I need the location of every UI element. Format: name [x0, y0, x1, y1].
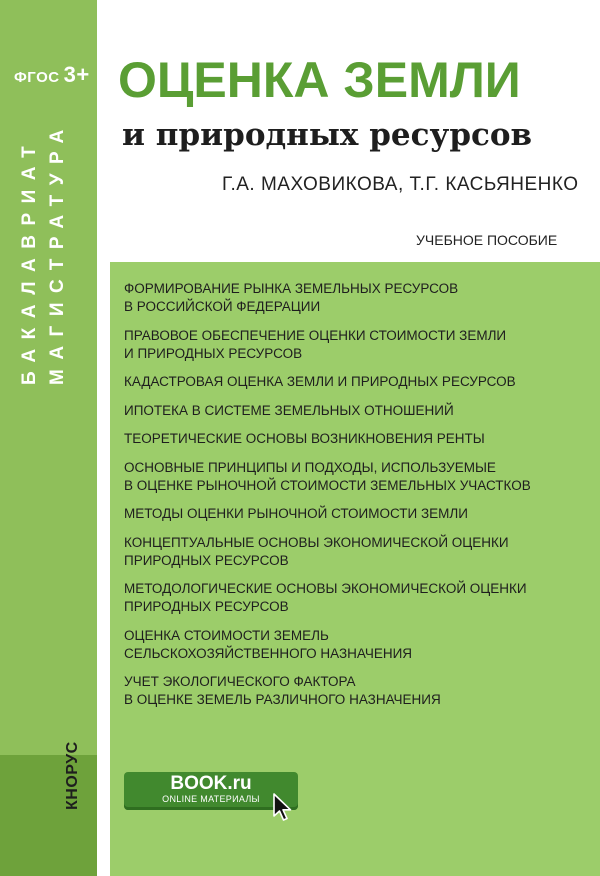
contents-item-line: ОСНОВНЫЕ ПРИНЦИПЫ И ПОДХОДЫ, ИСПОЛЬЗУЕМЫЕ	[124, 459, 496, 475]
contents-item-line: ПРИРОДНЫХ РЕСУРСОВ	[124, 552, 289, 568]
book-doc-type: УЧЕБНОЕ ПОСОБИЕ	[416, 232, 558, 248]
contents-item	[124, 430, 594, 448]
bookru-caption: ONLINE МАТЕРИАЛЫ	[162, 794, 260, 804]
contents-item	[124, 373, 594, 391]
contents-item-line: ПРИРОДНЫХ РЕСУРСОВ	[124, 599, 289, 614]
contents-item	[124, 459, 594, 495]
series-line-bachelor: БАКАЛАВРИАТ	[19, 136, 40, 385]
contents-item	[124, 402, 594, 420]
bookru-brand: BOOK.ru	[170, 773, 252, 794]
contents-item	[124, 627, 594, 663]
contents-item	[124, 280, 594, 316]
contents-list	[124, 280, 594, 720]
contents-item	[124, 673, 594, 709]
contents-item-line: ТЕОРЕТИЧЕСКИЕ ОСНОВЫ ВОЗНИКНОВЕНИЯ РЕНТЫ	[124, 431, 485, 446]
book-authors: Г.А. МАХОВИКОВА, Т.Г. КАСЬЯНЕНКО	[222, 174, 579, 195]
series-line-master: МАГИСТРАТУРА	[47, 120, 68, 385]
contents-item-line: В ОЦЕНКЕ РЫНОЧНОЙ СТОИМОСТИ ЗЕМЕЛЬНЫХ УЧАСТКОВ	[124, 477, 531, 493]
book-title-main: ОЦЕНКА ЗЕМЛИ	[118, 52, 521, 108]
left-strip-lower-band	[0, 755, 97, 876]
contents-item	[124, 327, 594, 363]
mouse-pointer-icon	[272, 793, 294, 823]
series-label	[16, 85, 80, 385]
contents-item	[124, 534, 594, 570]
book-title-subtitle: и природных ресурсов	[122, 117, 533, 153]
fgos-label: ФГОС	[14, 69, 60, 86]
contents-item-line: КОНЦЕПТУАЛЬНЫЕ ОСНОВЫ ЭКОНОМИЧЕСКОЙ ОЦЕНКИ	[124, 534, 509, 550]
contents-item-line: ПРАВОВОЕ ОБЕСПЕЧЕНИЕ ОЦЕНКИ СТОИМОСТИ ЗЕМЛИ	[124, 327, 507, 343]
contents-item-line: МЕТОДОЛОГИЧЕСКИЕ ОСНОВЫ ЭКОНОМИЧЕСКОЙ ОЦЕНКИ	[124, 581, 527, 596]
fgos-version: 3+	[63, 62, 90, 87]
contents-item-line: КАДАСТРОВАЯ ОЦЕНКА ЗЕМЛИ И ПРИРОДНЫХ РЕСУРСОВ	[124, 374, 516, 389]
contents-item-line: ФОРМИРОВАНИЕ РЫНКА ЗЕМЕЛЬНЫХ РЕСУРСОВ	[124, 281, 459, 296]
contents-item-line: И ПРИРОДНЫХ РЕСУРСОВ	[124, 345, 303, 361]
contents-item-line: СЕЛЬСКОХОЗЯЙСТВЕННОГО НАЗНАЧЕНИЯ	[124, 645, 413, 661]
contents-item	[124, 580, 594, 616]
contents-item-line: В ОЦЕНКЕ ЗЕМЕЛЬ РАЗЛИЧНОГО НАЗНАЧЕНИЯ	[124, 692, 441, 707]
contents-item-line: ИПОТЕКА В СИСТЕМЕ ЗЕМЕЛЬНЫХ ОТНОШЕНИЙ	[124, 402, 454, 418]
contents-item-line: В РОССИЙСКОЙ ФЕДЕРАЦИИ	[124, 299, 321, 314]
contents-item-line: МЕТОДЫ ОЦЕНКИ РЫНОЧНОЙ СТОИМОСТИ ЗЕМЛИ	[124, 506, 468, 521]
contents-item	[124, 505, 594, 523]
contents-item-line: УЧЕТ ЭКОЛОГИЧЕСКОГО ФАКТОРА	[124, 674, 356, 689]
publisher-name: КНОРУС	[64, 741, 81, 810]
contents-item-line: ОЦЕНКА СТОИМОСТИ ЗЕМЕЛЬ	[124, 627, 329, 643]
